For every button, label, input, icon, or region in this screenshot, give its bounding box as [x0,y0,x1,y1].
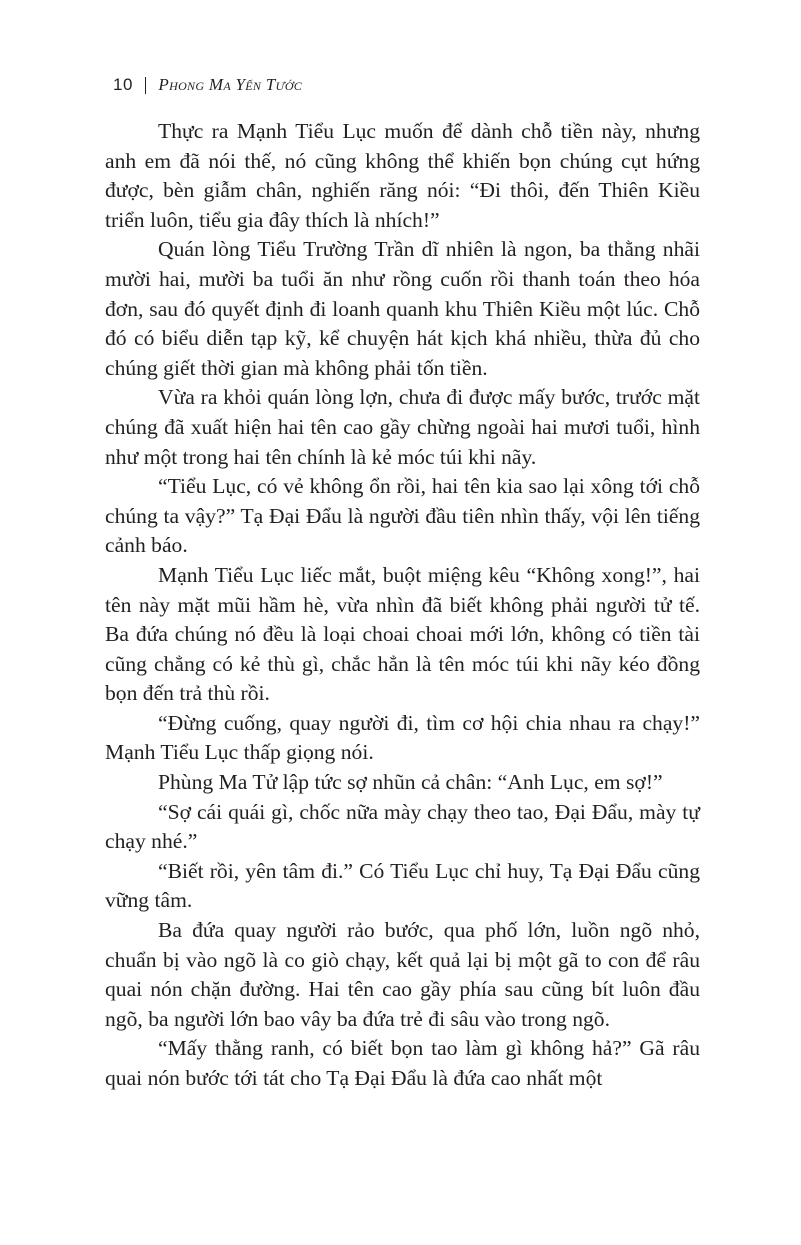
paragraph: Vừa ra khỏi quán lòng lợn, chưa đi được mấy bước, trước mặt chúng đã xuất hiện hai tên cao gầy chừng ngoài hai mươi tuổi, hình như một trong hai tên chính là kẻ móc túi khi nãy. [105,385,700,469]
paragraph: “Đừng cuống, quay người đi, tìm cơ hội chia nhau ra chạy!” Mạnh Tiểu Lục thấp giọng nói. [105,710,700,765]
page-number: 10 [113,75,133,94]
body-text [105,117,700,1094]
paragraph: Thực ra Mạnh Tiểu Lục muốn để dành chỗ tiền này, nhưng anh em đã nói thế, nó cũng không thể khiến bọn chúng cụt hứng được, bèn giẫm chân, nghiến răng nói: “Đi thôi, đến Thiên Kiều triển luôn, tiểu gia đây thích là nhích!” [105,119,700,232]
paragraph: Quán lòng Tiểu Trường Trần dĩ nhiên là ngon, ba thằng nhãi mười hai, mười ba tuổi ăn như rồng cuốn rồi thanh toán theo hóa đơn, sau đó quyết định đi loanh quanh khu Thiên Kiều một lúc. Chỗ đó có biểu diễn tạp kỹ, kể chuyện hát kịch khá nhiều, thừa đủ cho chúng giết thời gian mà không phải tốn tiền. [105,237,700,380]
paragraph: “Biết rồi, yên tâm đi.” Có Tiểu Lục chỉ huy, Tạ Đại Đẩu cũng vững tâm. [105,858,700,913]
header-divider [145,77,147,94]
paragraph: Ba đứa quay người rảo bước, qua phố lớn, luồn ngõ nhỏ, chuẩn bị vào ngõ là co giò chạy, kết quả lại bị một gã to con để râu quai nón chặn đường. Hai tên cao gầy phía sau cũng bít luôn đầu ngõ, ba người lớn bao vây ba đứa trẻ đi sâu vào trong ngõ. [105,918,700,1031]
book-title: Phong Ma Yến Tước [158,75,303,94]
paragraph: “Sợ cái quái gì, chốc nữa mày chạy theo tao, Đại Đẩu, mày tự chạy nhé.” [105,799,700,854]
paragraph: “Mấy thằng ranh, có biết bọn tao làm gì không hả?” Gã râu quai nón bước tới tát cho Tạ Đại Đẩu là đứa cao nhất một [105,1036,700,1090]
paragraph: Mạnh Tiểu Lục liếc mắt, buột miệng kêu “Không xong!”, hai tên này mặt mũi hầm hè, vừa nhìn đã biết không phải người tử tế. Ba đứa chúng nó đều là loại choai choai mới lớn, không có tiền tài cũng chẳng có kẻ thù gì, chắc hẳn là tên móc túi khi nãy kéo đồng bọn đến trả thù rồi. [105,562,700,706]
running-header [113,72,302,98]
paragraph: “Tiểu Lục, có vẻ không ổn rồi, hai tên kia sao lại xông tới chỗ chúng ta vậy?” Tạ Đại Đẩu là người đầu tiên nhìn thấy, vội lên tiếng cảnh báo. [105,474,700,558]
paragraph: Phùng Ma Tử lập tức sợ nhũn cả chân: “Anh Lục, em sợ!” [158,770,663,795]
